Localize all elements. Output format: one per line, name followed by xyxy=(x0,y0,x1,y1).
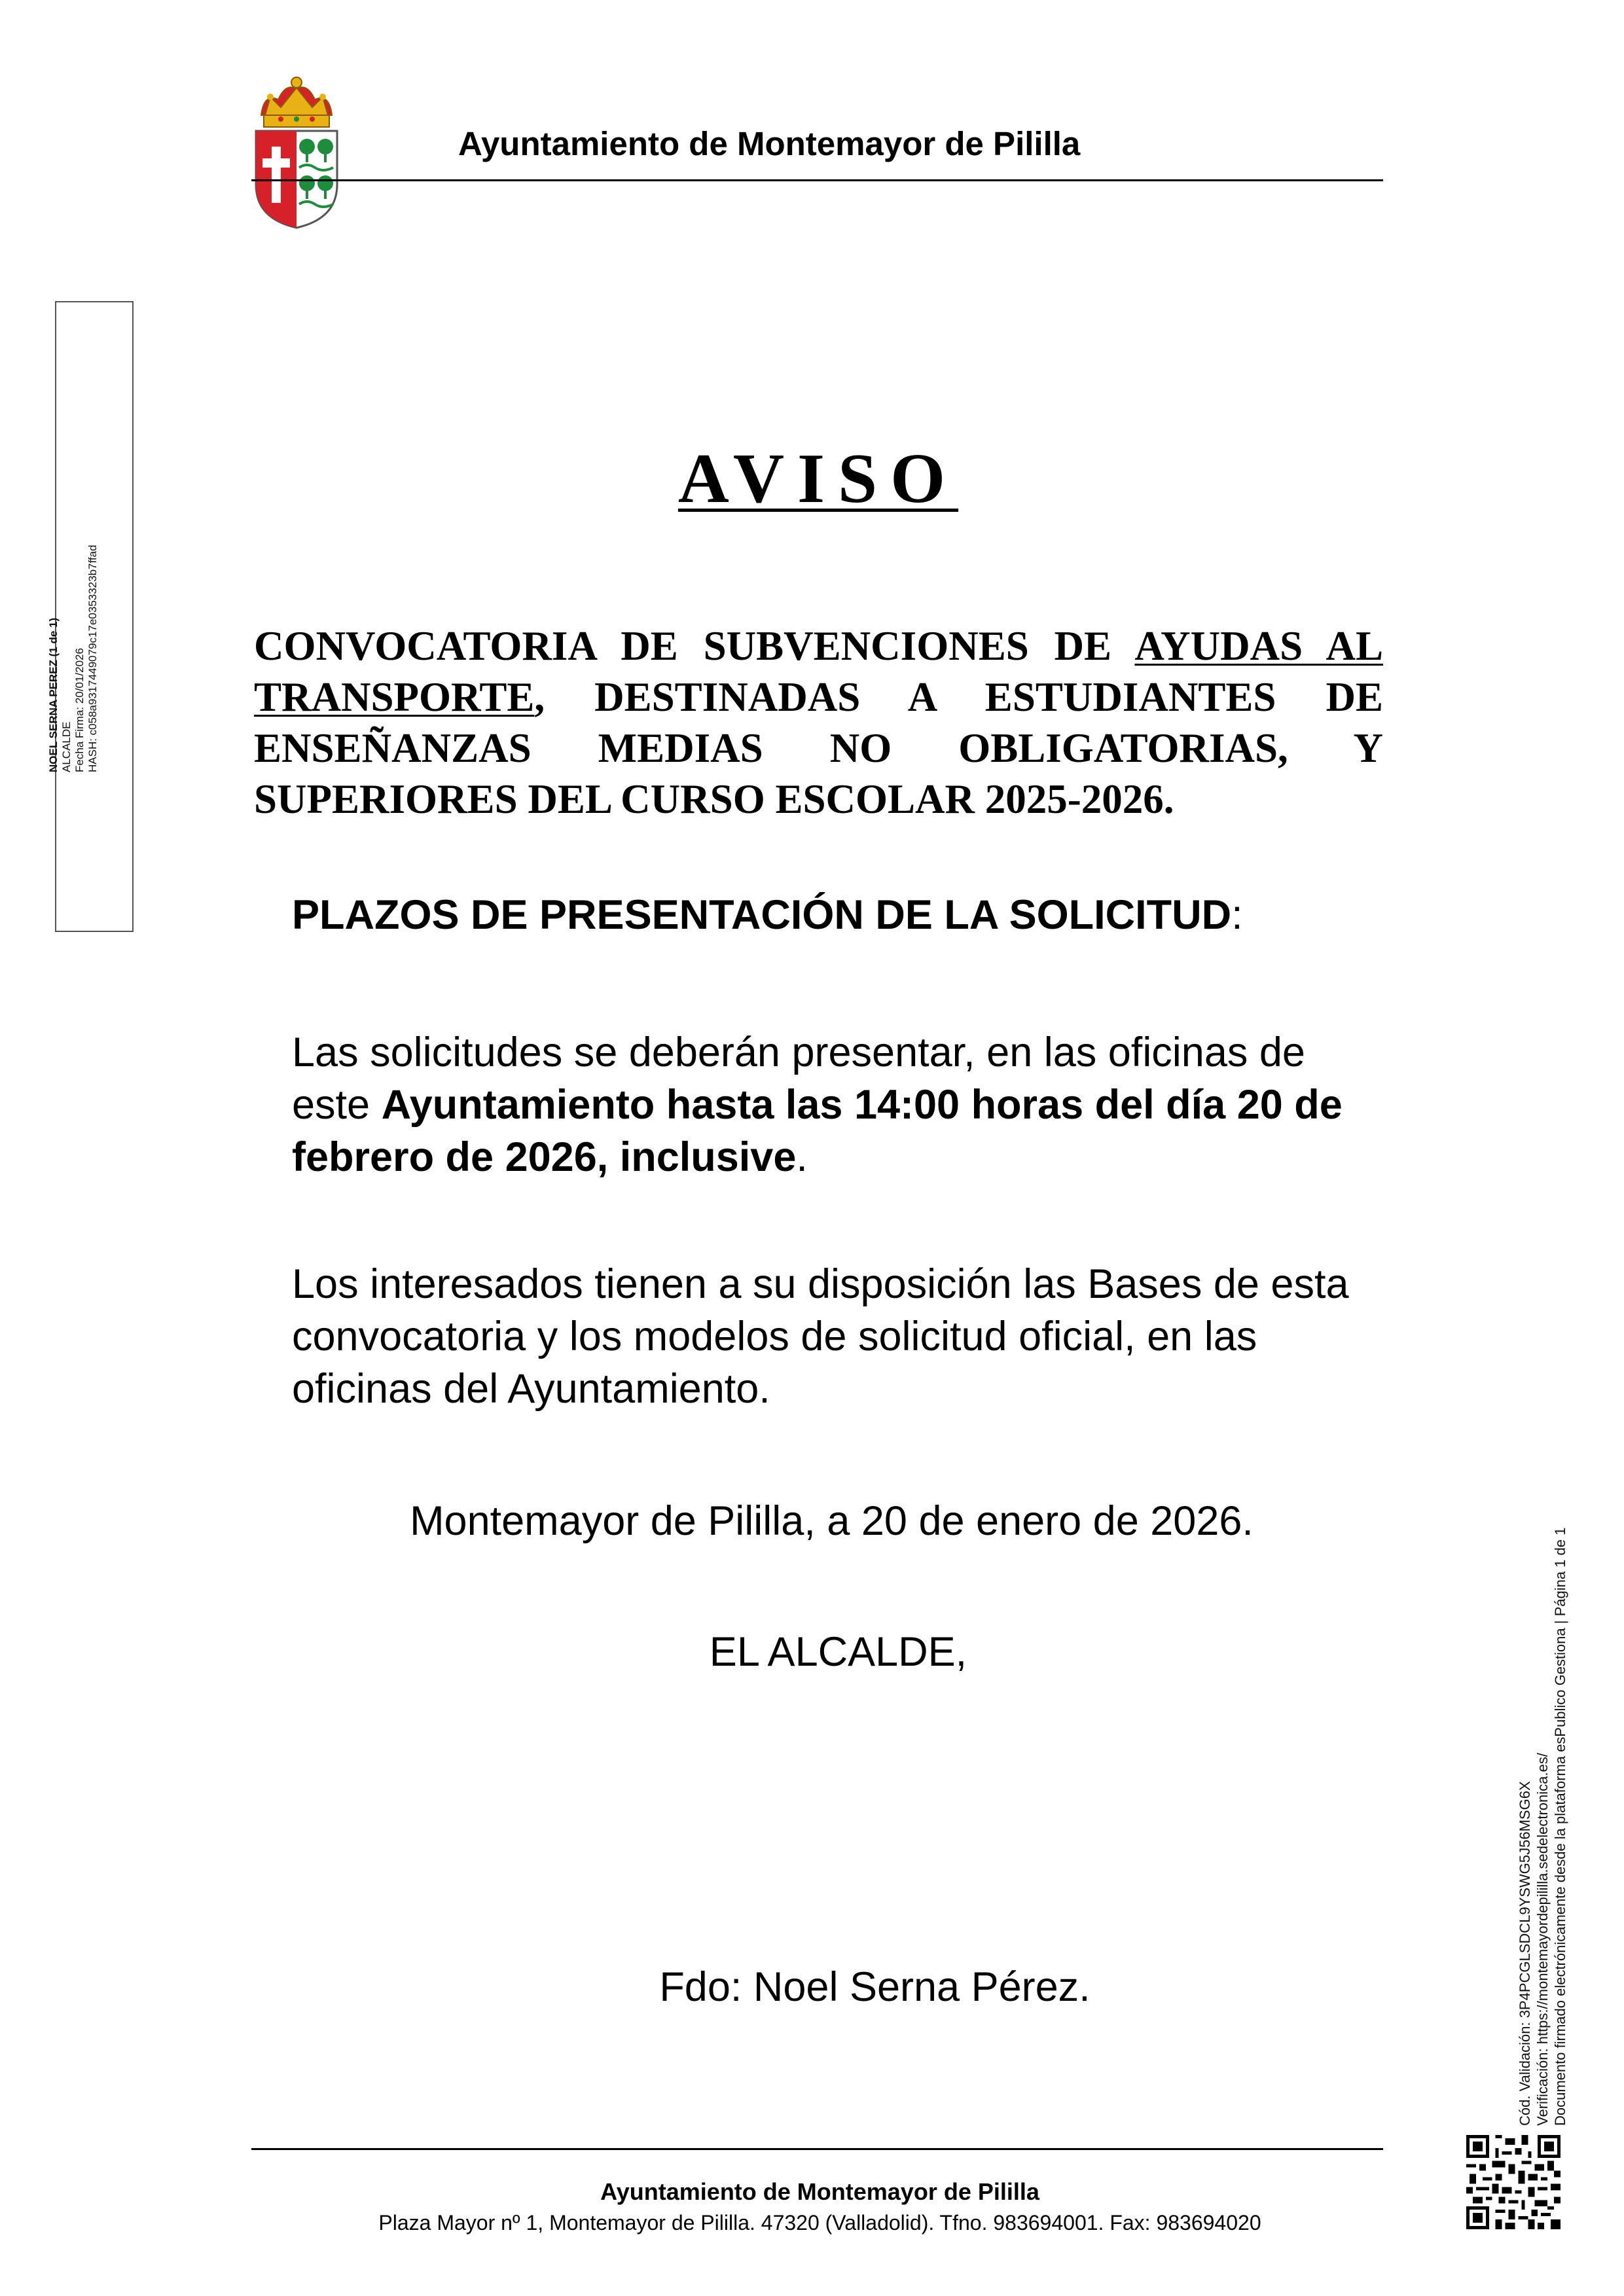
convocatoria-underlined: AYUDAS AL TRANSPORTE xyxy=(254,623,1384,720)
deadline-paragraph xyxy=(292,1026,1365,1183)
convocatoria-text-1: CONVOCATORIA DE SUBVENCIONES DE xyxy=(254,623,1135,669)
date-line-text: Montemayor de Pililla, a 20 de enero de 2026. xyxy=(410,1498,1254,1544)
documents-paragraph: Los interesados tienen a su disposición las Bases de esta convocatoria y los modelos de solicitud oficial, en las oficinas del Ayuntamiento. xyxy=(292,1261,1349,1412)
deadline-text-1: Las solicitudes se deberán presentar, en las oficinas de este xyxy=(292,1030,1305,1128)
crown-icon xyxy=(261,77,332,127)
plazos-heading-colon: : xyxy=(1231,892,1243,938)
signature-stamp-hash: HASH: c058a9317449079c17e0353323b7ffad xyxy=(86,545,99,772)
verification-url: Verificación: https://montemayordepililla.sedelectronica.es/ xyxy=(1534,1753,1551,2126)
plazos-heading xyxy=(292,891,1243,939)
date-line xyxy=(0,1498,1624,1545)
signature-stamp-signer: NOEL SERNA PEREZ (1 de 1) xyxy=(47,617,60,772)
plazos-heading-text: PLAZOS DE PRESENTACIÓN DE LA SOLICITUD xyxy=(292,892,1232,938)
signature-stamp-date: Fecha Firma: 20/01/2026 xyxy=(73,648,86,772)
footer-address-text: Plaza Mayor nº 1, Montemayor de Pililla. 47320 (Valladolid). Tfno. 983694001. Fax: 983694020 xyxy=(378,2211,1261,2234)
footer-title xyxy=(0,2178,1624,2206)
signature-stamp-role: ALCALDE xyxy=(60,721,73,772)
footer-title-text: Ayuntamiento de Montemayor de Pililla xyxy=(600,2178,1039,2205)
signature-line-text: Fdo: Noel Serna Pérez. xyxy=(659,1964,1091,2010)
footer-divider xyxy=(251,2148,1383,2150)
deadline-text-2: . xyxy=(796,1134,808,1180)
signer-role xyxy=(0,1628,1624,1676)
convocatoria-heading xyxy=(254,620,1383,825)
header-divider xyxy=(251,179,1383,181)
signature-stamp xyxy=(47,545,99,772)
footer-address xyxy=(0,2211,1624,2235)
notice-title: AVISO xyxy=(677,440,959,518)
convocatoria-text-2: , DESTINADAS A ESTUDIANTES DE ENSEÑANZAS MEDIAS NO OBLIGATORIAS, Y SUPERIORES DEL CURSO ESCOLAR 2025-2026. xyxy=(254,674,1383,822)
verification-code: Cód. Validación: 3P4PCGLSDCL9YSWG5J56MSG6X xyxy=(1517,1781,1533,2126)
deadline-bold: Ayuntamiento hasta las 14:00 horas del día 20 de febrero de 2026, inclusive xyxy=(292,1082,1343,1180)
municipal-coat-of-arms xyxy=(252,73,341,230)
signature-line xyxy=(0,1964,1624,2011)
signer-role-text: EL ALCALDE, xyxy=(709,1629,967,1675)
verification-strip xyxy=(1516,1528,1569,2126)
header-title: Ayuntamiento de Montemayor de Pililla xyxy=(458,125,1081,162)
verification-platform: Documento firmado electrónicamente desde la plataforma esPublico Gestiona | Página 1 de 1 xyxy=(1552,1527,1568,2126)
